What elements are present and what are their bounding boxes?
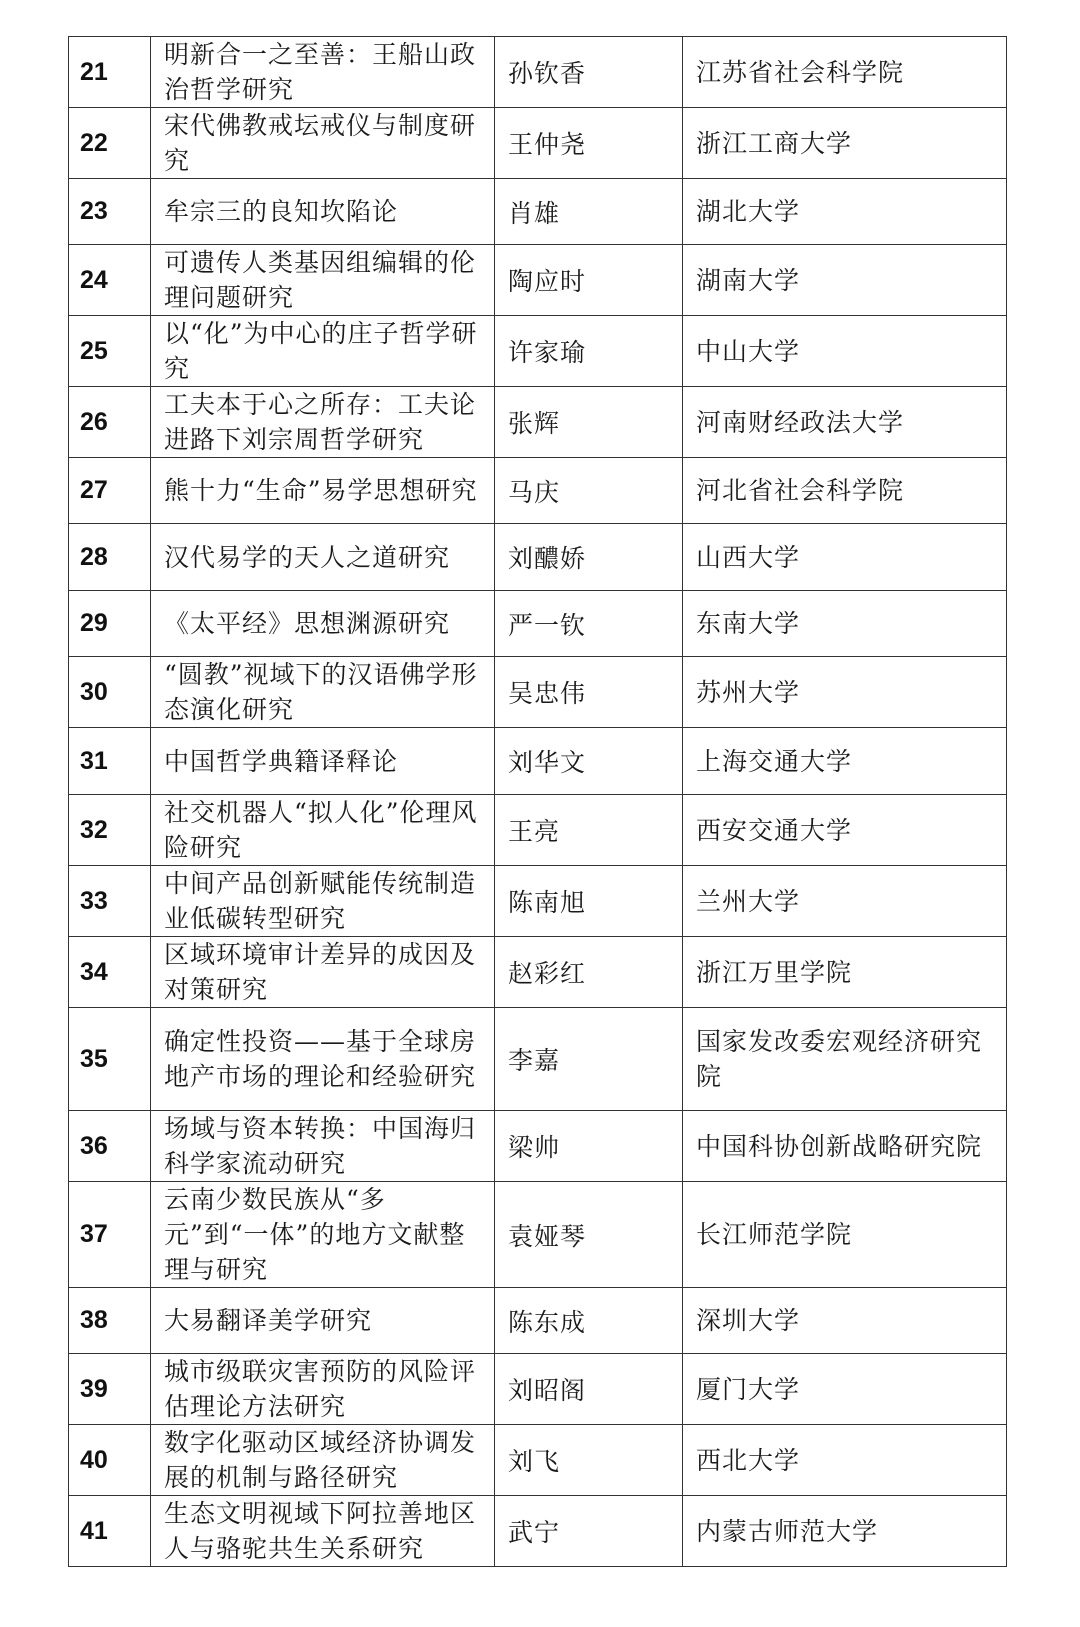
institution: 河北省社会科学院	[683, 458, 1007, 524]
institution: 内蒙古师范大学	[683, 1496, 1007, 1567]
researcher-name: 刘醲娇	[495, 524, 683, 591]
institution: 苏州大学	[683, 657, 1007, 728]
project-title: 可遗传人类基因组编辑的伦理问题研究	[151, 245, 495, 316]
table-row	[69, 458, 1007, 524]
researcher-name: 严一钦	[495, 591, 683, 657]
researcher-name: 袁娅琴	[495, 1182, 683, 1288]
project-title: 宋代佛教戒坛戒仪与制度研究	[151, 108, 495, 179]
institution: 西安交通大学	[683, 795, 1007, 866]
researcher-name: 王仲尧	[495, 108, 683, 179]
researcher-name: 孙钦香	[495, 37, 683, 108]
researcher-name: 张辉	[495, 387, 683, 458]
project-title: 区域环境审计差异的成因及对策研究	[151, 937, 495, 1008]
project-title: 数字化驱动区域经济协调发展的机制与路径研究	[151, 1425, 495, 1496]
row-number: 24	[69, 245, 151, 316]
project-title: 场域与资本转换：中国海归科学家流动研究	[151, 1111, 495, 1182]
table-row	[69, 108, 1007, 179]
researcher-name: 陶应时	[495, 245, 683, 316]
table-row	[69, 591, 1007, 657]
row-number: 28	[69, 524, 151, 591]
project-title: 熊十力“生命”易学思想研究	[151, 458, 495, 524]
project-title: 工夫本于心之所存：工夫论进路下刘宗周哲学研究	[151, 387, 495, 458]
researcher-name: 武宁	[495, 1496, 683, 1567]
row-number: 35	[69, 1008, 151, 1111]
row-number: 29	[69, 591, 151, 657]
row-number: 22	[69, 108, 151, 179]
project-title: 明新合一之至善：王船山政治哲学研究	[151, 37, 495, 108]
table-row	[69, 1354, 1007, 1425]
table-row	[69, 1425, 1007, 1496]
row-number: 27	[69, 458, 151, 524]
row-number: 36	[69, 1111, 151, 1182]
row-number: 38	[69, 1288, 151, 1354]
row-number: 33	[69, 866, 151, 937]
row-number: 25	[69, 316, 151, 387]
institution: 国家发改委宏观经济研究院	[683, 1008, 1007, 1111]
researcher-name: 陈东成	[495, 1288, 683, 1354]
institution: 深圳大学	[683, 1288, 1007, 1354]
researcher-name: 刘飞	[495, 1425, 683, 1496]
institution: 湖南大学	[683, 245, 1007, 316]
institution: 浙江万里学院	[683, 937, 1007, 1008]
table-row	[69, 524, 1007, 591]
institution: 西北大学	[683, 1425, 1007, 1496]
table-row	[69, 387, 1007, 458]
row-number: 31	[69, 728, 151, 795]
project-title: 中国哲学典籍译释论	[151, 728, 495, 795]
researcher-name: 赵彩红	[495, 937, 683, 1008]
researcher-name: 王亮	[495, 795, 683, 866]
project-title: 云南少数民族从“多元”到“一体”的地方文献整理与研究	[151, 1182, 495, 1288]
researcher-name: 许家瑜	[495, 316, 683, 387]
row-number: 26	[69, 387, 151, 458]
table-row	[69, 245, 1007, 316]
table-row	[69, 866, 1007, 937]
institution: 上海交通大学	[683, 728, 1007, 795]
project-title: 汉代易学的天人之道研究	[151, 524, 495, 591]
project-title: 中间产品创新赋能传统制造业低碳转型研究	[151, 866, 495, 937]
project-title: 大易翻译美学研究	[151, 1288, 495, 1354]
table-row	[69, 1111, 1007, 1182]
table-row	[69, 937, 1007, 1008]
row-number: 32	[69, 795, 151, 866]
table-row	[69, 1182, 1007, 1288]
table-row	[69, 1288, 1007, 1354]
researcher-name: 刘昭阁	[495, 1354, 683, 1425]
table-row	[69, 657, 1007, 728]
researcher-name: 肖雄	[495, 179, 683, 245]
institution: 山西大学	[683, 524, 1007, 591]
row-number: 23	[69, 179, 151, 245]
institution: 东南大学	[683, 591, 1007, 657]
project-title: “圆教”视域下的汉语佛学形态演化研究	[151, 657, 495, 728]
table-row	[69, 1496, 1007, 1567]
table-row	[69, 179, 1007, 245]
table-row	[69, 316, 1007, 387]
row-number: 39	[69, 1354, 151, 1425]
institution: 中山大学	[683, 316, 1007, 387]
institution: 河南财经政法大学	[683, 387, 1007, 458]
researcher-name: 梁帅	[495, 1111, 683, 1182]
table-row	[69, 1008, 1007, 1111]
table-row	[69, 795, 1007, 866]
row-number: 37	[69, 1182, 151, 1288]
project-title: 确定性投资——基于全球房地产市场的理论和经验研究	[151, 1008, 495, 1111]
researcher-name: 吴忠伟	[495, 657, 683, 728]
institution: 浙江工商大学	[683, 108, 1007, 179]
project-title: 牟宗三的良知坎陷论	[151, 179, 495, 245]
project-title: 城市级联灾害预防的风险评估理论方法研究	[151, 1354, 495, 1425]
row-number: 30	[69, 657, 151, 728]
institution: 中国科协创新战略研究院	[683, 1111, 1007, 1182]
table-row	[69, 37, 1007, 108]
project-list-table	[68, 36, 1007, 1567]
institution: 厦门大学	[683, 1354, 1007, 1425]
institution: 长江师范学院	[683, 1182, 1007, 1288]
institution: 湖北大学	[683, 179, 1007, 245]
researcher-name: 刘华文	[495, 728, 683, 795]
institution: 江苏省社会科学院	[683, 37, 1007, 108]
researcher-name: 李嘉	[495, 1008, 683, 1111]
row-number: 34	[69, 937, 151, 1008]
row-number: 21	[69, 37, 151, 108]
researcher-name: 马庆	[495, 458, 683, 524]
project-title: 以“化”为中心的庄子哲学研究	[151, 316, 495, 387]
row-number: 41	[69, 1496, 151, 1567]
project-title: 社交机器人“拟人化”伦理风险研究	[151, 795, 495, 866]
project-title: 生态文明视域下阿拉善地区人与骆驼共生关系研究	[151, 1496, 495, 1567]
institution: 兰州大学	[683, 866, 1007, 937]
project-title: 《太平经》思想渊源研究	[151, 591, 495, 657]
researcher-name: 陈南旭	[495, 866, 683, 937]
table-row	[69, 728, 1007, 795]
row-number: 40	[69, 1425, 151, 1496]
